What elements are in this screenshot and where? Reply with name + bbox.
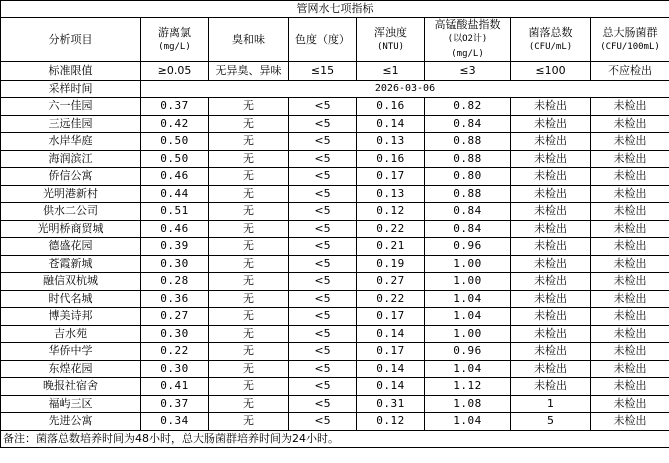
cell-odor: 无 bbox=[209, 255, 289, 273]
cell-color: <5 bbox=[289, 273, 357, 291]
cell-colony: 未检出 bbox=[511, 150, 591, 168]
cell-coliform: 未检出 bbox=[591, 290, 669, 308]
cell-name: 德盛花园 bbox=[1, 238, 141, 256]
cell-chlorine: 0.46 bbox=[141, 220, 209, 238]
cell-chlorine: 0.30 bbox=[141, 255, 209, 273]
cell-chlorine: 0.39 bbox=[141, 238, 209, 256]
table-row bbox=[1, 115, 669, 133]
cell-turbidity: 0.14 bbox=[357, 115, 425, 133]
cell-turbidity: 0.17 bbox=[357, 308, 425, 326]
cell-coliform: 未检出 bbox=[591, 273, 669, 291]
cell-chlorine: 0.41 bbox=[141, 378, 209, 396]
cell-turbidity: 0.16 bbox=[357, 150, 425, 168]
table-row bbox=[1, 395, 669, 413]
cell-cod: 0.88 bbox=[425, 150, 511, 168]
cell-chlorine: 0.22 bbox=[141, 343, 209, 361]
cell-colony: 未检出 bbox=[511, 98, 591, 116]
cell-odor: 无 bbox=[209, 395, 289, 413]
cell-cod: 0.88 bbox=[425, 185, 511, 203]
cell-chlorine: 0.34 bbox=[141, 413, 209, 431]
cell-chlorine: 0.44 bbox=[141, 185, 209, 203]
cell-color: <5 bbox=[289, 150, 357, 168]
cell-chlorine: 0.37 bbox=[141, 395, 209, 413]
cell-colony: 未检出 bbox=[511, 290, 591, 308]
cell-name: 华侨中学 bbox=[1, 343, 141, 361]
cell-colony: 未检出 bbox=[511, 168, 591, 186]
cell-name: 苍霞新城 bbox=[1, 255, 141, 273]
cell-colony: 未检出 bbox=[511, 133, 591, 151]
cell-colony: 未检出 bbox=[511, 273, 591, 291]
cell-turbidity: 0.31 bbox=[357, 395, 425, 413]
cell-name: 水岸华庭 bbox=[1, 133, 141, 151]
header-color: 色度（度） bbox=[289, 18, 357, 62]
table-title-row bbox=[1, 1, 669, 18]
cell-odor: 无 bbox=[209, 343, 289, 361]
cell-name: 吉水苑 bbox=[1, 325, 141, 343]
cell-name: 光明港新村 bbox=[1, 185, 141, 203]
cell-odor: 无 bbox=[209, 115, 289, 133]
cell-name: 晚报社宿舍 bbox=[1, 378, 141, 396]
table-note: 备注：菌落总数培养时间为48小时，总大肠菌群培养时间为24小时。 bbox=[1, 430, 669, 447]
cell-cod: 1.04 bbox=[425, 308, 511, 326]
cell-coliform: 未检出 bbox=[591, 413, 669, 431]
cell-turbidity: 0.14 bbox=[357, 360, 425, 378]
cell-colony: 1 bbox=[511, 395, 591, 413]
cell-odor: 无 bbox=[209, 378, 289, 396]
cell-odor: 无 bbox=[209, 325, 289, 343]
cell-chlorine: 0.51 bbox=[141, 203, 209, 221]
cell-color: <5 bbox=[289, 168, 357, 186]
cell-cod: 1.12 bbox=[425, 378, 511, 396]
standard-value: ≤15 bbox=[289, 62, 357, 81]
cell-chlorine: 0.50 bbox=[141, 150, 209, 168]
table-row bbox=[1, 343, 669, 361]
cell-cod: 0.84 bbox=[425, 220, 511, 238]
table-row bbox=[1, 185, 669, 203]
cell-odor: 无 bbox=[209, 185, 289, 203]
table-row bbox=[1, 413, 669, 431]
cell-cod: 0.96 bbox=[425, 343, 511, 361]
cell-cod: 0.80 bbox=[425, 168, 511, 186]
standard-value: 无异臭、异味 bbox=[209, 62, 289, 81]
table-title: 管网水七项指标 bbox=[1, 1, 669, 18]
cell-turbidity: 0.14 bbox=[357, 325, 425, 343]
cell-coliform: 未检出 bbox=[591, 343, 669, 361]
cell-turbidity: 0.17 bbox=[357, 343, 425, 361]
table-row bbox=[1, 203, 669, 221]
cell-cod: 0.82 bbox=[425, 98, 511, 116]
cell-color: <5 bbox=[289, 255, 357, 273]
cell-coliform: 未检出 bbox=[591, 395, 669, 413]
standard-limit-row bbox=[1, 62, 669, 81]
cell-colony: 未检出 bbox=[511, 378, 591, 396]
cell-odor: 无 bbox=[209, 98, 289, 116]
cell-turbidity: 0.13 bbox=[357, 133, 425, 151]
cell-coliform: 未检出 bbox=[591, 150, 669, 168]
cell-coliform: 未检出 bbox=[591, 308, 669, 326]
cell-name: 先进公寓 bbox=[1, 413, 141, 431]
cell-coliform: 未检出 bbox=[591, 255, 669, 273]
cell-color: <5 bbox=[289, 325, 357, 343]
cell-cod: 1.08 bbox=[425, 395, 511, 413]
cell-name: 融信双杭城 bbox=[1, 273, 141, 291]
sampling-date: 2026-03-06 bbox=[141, 81, 669, 98]
cell-colony: 未检出 bbox=[511, 308, 591, 326]
cell-coliform: 未检出 bbox=[591, 360, 669, 378]
cell-name: 时代名城 bbox=[1, 290, 141, 308]
cell-chlorine: 0.50 bbox=[141, 133, 209, 151]
standard-value: ≤1 bbox=[357, 62, 425, 81]
standard-value: ≥0.05 bbox=[141, 62, 209, 81]
cell-chlorine: 0.30 bbox=[141, 360, 209, 378]
cell-chlorine: 0.30 bbox=[141, 325, 209, 343]
cell-turbidity: 0.13 bbox=[357, 185, 425, 203]
cell-odor: 无 bbox=[209, 308, 289, 326]
cell-odor: 无 bbox=[209, 150, 289, 168]
cell-name: 三远佳园 bbox=[1, 115, 141, 133]
standard-value: ≤3 bbox=[425, 62, 511, 81]
cell-coliform: 未检出 bbox=[591, 185, 669, 203]
cell-name: 供水二公司 bbox=[1, 203, 141, 221]
note-row bbox=[1, 430, 669, 447]
cell-turbidity: 0.14 bbox=[357, 378, 425, 396]
cell-coliform: 未检出 bbox=[591, 220, 669, 238]
table-row bbox=[1, 98, 669, 116]
cell-cod: 0.96 bbox=[425, 238, 511, 256]
cell-odor: 无 bbox=[209, 413, 289, 431]
cell-cod: 1.04 bbox=[425, 360, 511, 378]
table-row bbox=[1, 168, 669, 186]
table-row bbox=[1, 378, 669, 396]
cell-coliform: 未检出 bbox=[591, 238, 669, 256]
cell-colony: 未检出 bbox=[511, 220, 591, 238]
cell-colony: 未检出 bbox=[511, 255, 591, 273]
cell-chlorine: 0.37 bbox=[141, 98, 209, 116]
cell-colony: 未检出 bbox=[511, 203, 591, 221]
cell-cod: 1.04 bbox=[425, 290, 511, 308]
cell-name: 六一佳园 bbox=[1, 98, 141, 116]
cell-cod: 1.00 bbox=[425, 273, 511, 291]
cell-odor: 无 bbox=[209, 290, 289, 308]
table-row bbox=[1, 290, 669, 308]
table-row bbox=[1, 238, 669, 256]
cell-colony: 未检出 bbox=[511, 325, 591, 343]
header-odor: 臭和味 bbox=[209, 18, 289, 62]
cell-color: <5 bbox=[289, 308, 357, 326]
cell-colony: 未检出 bbox=[511, 115, 591, 133]
table-row bbox=[1, 273, 669, 291]
cell-odor: 无 bbox=[209, 203, 289, 221]
cell-chlorine: 0.42 bbox=[141, 115, 209, 133]
cell-chlorine: 0.27 bbox=[141, 308, 209, 326]
cell-cod: 0.84 bbox=[425, 203, 511, 221]
cell-turbidity: 0.22 bbox=[357, 290, 425, 308]
cell-name: 东煌花园 bbox=[1, 360, 141, 378]
cell-chlorine: 0.46 bbox=[141, 168, 209, 186]
standard-value: ≤100 bbox=[511, 62, 591, 81]
cell-name: 光明桥商贸城 bbox=[1, 220, 141, 238]
header-colony-count: 菌落总数 (CFU/mL) bbox=[511, 18, 591, 62]
cell-color: <5 bbox=[289, 133, 357, 151]
standard-value: 不应检出 bbox=[591, 62, 669, 81]
cell-cod: 0.88 bbox=[425, 133, 511, 151]
table-row bbox=[1, 325, 669, 343]
table-row bbox=[1, 360, 669, 378]
cell-color: <5 bbox=[289, 360, 357, 378]
header-turbidity: 浑浊度 (NTU) bbox=[357, 18, 425, 62]
table-row bbox=[1, 255, 669, 273]
cell-odor: 无 bbox=[209, 133, 289, 151]
cell-coliform: 未检出 bbox=[591, 98, 669, 116]
cell-coliform: 未检出 bbox=[591, 325, 669, 343]
cell-odor: 无 bbox=[209, 220, 289, 238]
cell-colony: 未检出 bbox=[511, 343, 591, 361]
cell-odor: 无 bbox=[209, 168, 289, 186]
table-row bbox=[1, 220, 669, 238]
cell-coliform: 未检出 bbox=[591, 378, 669, 396]
cell-color: <5 bbox=[289, 395, 357, 413]
table-row bbox=[1, 308, 669, 326]
cell-coliform: 未检出 bbox=[591, 115, 669, 133]
cell-coliform: 未检出 bbox=[591, 133, 669, 151]
table-row bbox=[1, 150, 669, 168]
header-row bbox=[1, 18, 669, 62]
cell-color: <5 bbox=[289, 238, 357, 256]
cell-color: <5 bbox=[289, 203, 357, 221]
cell-turbidity: 0.22 bbox=[357, 220, 425, 238]
cell-color: <5 bbox=[289, 378, 357, 396]
table-row bbox=[1, 133, 669, 151]
cell-odor: 无 bbox=[209, 273, 289, 291]
sampling-time-row bbox=[1, 81, 669, 98]
cell-cod: 1.00 bbox=[425, 325, 511, 343]
cell-turbidity: 0.19 bbox=[357, 255, 425, 273]
cell-cod: 0.84 bbox=[425, 115, 511, 133]
cell-name: 博美诗邦 bbox=[1, 308, 141, 326]
cell-colony: 未检出 bbox=[511, 185, 591, 203]
cell-colony: 未检出 bbox=[511, 360, 591, 378]
cell-chlorine: 0.36 bbox=[141, 290, 209, 308]
cell-color: <5 bbox=[289, 220, 357, 238]
cell-color: <5 bbox=[289, 343, 357, 361]
cell-name: 海润滨江 bbox=[1, 150, 141, 168]
cell-name: 福屿三区 bbox=[1, 395, 141, 413]
cell-colony: 5 bbox=[511, 413, 591, 431]
cell-name: 侨信公寓 bbox=[1, 168, 141, 186]
cell-turbidity: 0.16 bbox=[357, 98, 425, 116]
cell-turbidity: 0.12 bbox=[357, 203, 425, 221]
cell-color: <5 bbox=[289, 290, 357, 308]
cell-odor: 无 bbox=[209, 238, 289, 256]
cell-chlorine: 0.28 bbox=[141, 273, 209, 291]
cell-cod: 1.00 bbox=[425, 255, 511, 273]
cell-turbidity: 0.27 bbox=[357, 273, 425, 291]
cell-turbidity: 0.12 bbox=[357, 413, 425, 431]
cell-color: <5 bbox=[289, 98, 357, 116]
cell-color: <5 bbox=[289, 413, 357, 431]
standard-label: 标准限值 bbox=[1, 62, 141, 81]
cell-coliform: 未检出 bbox=[591, 203, 669, 221]
header-free-chlorine: 游离氯 (mg/L) bbox=[141, 18, 209, 62]
cell-turbidity: 0.21 bbox=[357, 238, 425, 256]
header-permanganate: 高锰酸盐指数 (以O2计) (mg/L) bbox=[425, 18, 511, 62]
cell-turbidity: 0.17 bbox=[357, 168, 425, 186]
cell-cod: 1.04 bbox=[425, 413, 511, 431]
cell-color: <5 bbox=[289, 115, 357, 133]
cell-coliform: 未检出 bbox=[591, 168, 669, 186]
cell-odor: 无 bbox=[209, 360, 289, 378]
header-coliform: 总大肠菌群 (CFU/100mL) bbox=[591, 18, 669, 62]
cell-colony: 未检出 bbox=[511, 238, 591, 256]
header-item: 分析项目 bbox=[1, 18, 141, 62]
sampling-label: 采样时间 bbox=[1, 81, 141, 98]
cell-color: <5 bbox=[289, 185, 357, 203]
